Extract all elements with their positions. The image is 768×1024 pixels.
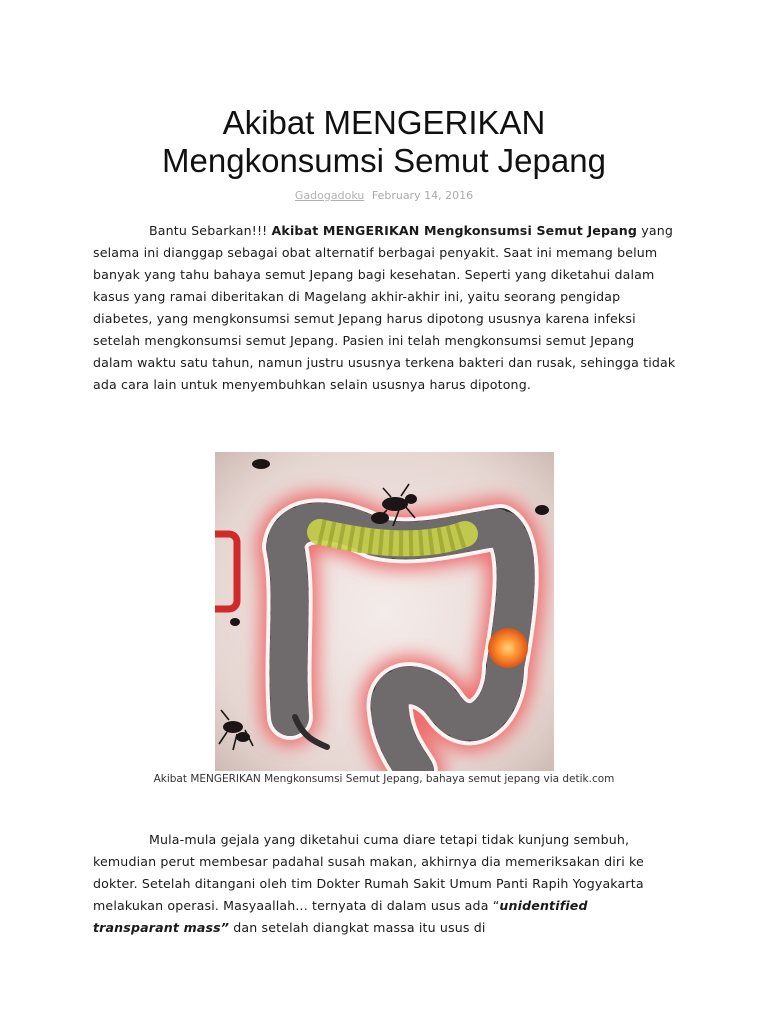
symptoms-lead: Mula-mula gejala yang diketahui cuma diare tetapi tidak kunjung sembuh, kemudian perut membesar padahal susah makan, akhirnya dia memeriksakan diri ke dokter. Setelah ditangani oleh tim Dokter Rumah Sakit Umum Panti Rapih Yogyakarta melakukan operasi. Masyaallah... ternyata di dalam usus ada “ — [93, 832, 644, 913]
paragraph-intro — [93, 220, 678, 396]
symptoms-bold-italic: unidentified transparant mass” — [93, 898, 588, 935]
symptoms-rest: dan setelah diangkat massa itu usus di — [229, 920, 486, 935]
title-line-2: Mengkonsumsi Semut Jepang — [162, 142, 606, 179]
post-date: February 14, 2016 — [371, 189, 474, 202]
title-line-1: Akibat MENGERIKAN — [222, 104, 546, 141]
intro-bold-title: Akibat MENGERIKAN Mengkonsumsi Semut Jepang — [271, 223, 638, 238]
intro-lead: Bantu Sebarkan!!! — [149, 223, 272, 238]
image-caption: Akibat MENGERIKAN Mengkonsumsi Semut Jepang, bahaya semut jepang via detik.com — [153, 773, 615, 785]
intro-body: yang selama ini dianggap sebagai obat alternatif berbagai penyakit. Saat ini memang belum banyak yang tahu bahaya semut Jepang bagi kesehatan. Seperti yang diketahui dalam kasus yang ramai diberitakan di Magelang akhir-akhir ini, yaitu seorang pengidap diabetes, yang mengkonsumsi semut Jepang harus dipotong ususnya karena infeksi setelah mengkonsumsi semut Jepang. Pasien ini telah mengkonsumsi semut Jepang dalam waktu satu tahun, namun justru ususnya terkena bakteri dan rusak, sehingga tidak ada cara lain untuk menyembuhkan selain ususnya harus dipotong. — [93, 223, 676, 392]
article-title — [0, 104, 768, 180]
paragraph-symptoms — [93, 829, 678, 939]
article-image — [215, 452, 554, 771]
post-meta — [0, 189, 768, 202]
intestine-xray-illustration — [215, 452, 554, 771]
author-link[interactable]: Gadogadoku — [294, 189, 365, 202]
